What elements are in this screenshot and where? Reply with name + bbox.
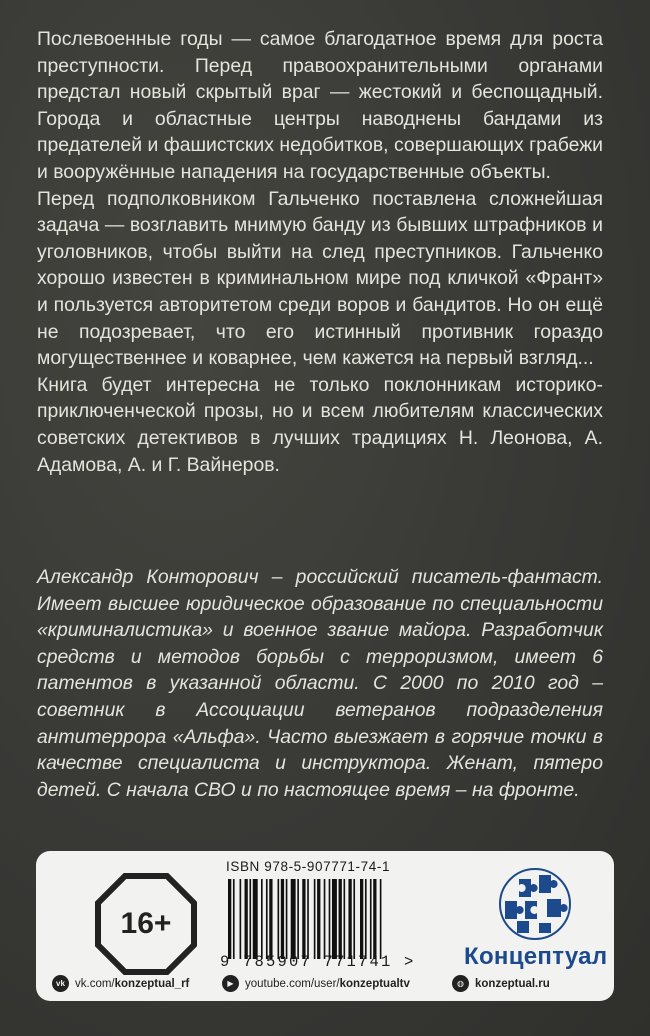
vk-icon: vk bbox=[52, 975, 69, 992]
isbn-text: ISBN 978-5-907771-74-1 bbox=[226, 859, 391, 874]
age-rating-badge bbox=[94, 872, 198, 976]
puzzle-globe-logo bbox=[489, 865, 581, 943]
barcode-bars bbox=[226, 879, 440, 959]
publisher-name: Концептуал bbox=[464, 943, 608, 970]
barcode-panel bbox=[36, 851, 614, 1001]
book-annotation bbox=[37, 26, 603, 478]
youtube-prefix: youtube.com/user/ bbox=[245, 977, 340, 990]
site-url: konzeptual.ru bbox=[475, 977, 550, 990]
vk-link[interactable] bbox=[52, 975, 189, 992]
globe-icon: ◍ bbox=[452, 975, 469, 992]
barcode-digits: 9 785907 771741 > bbox=[220, 953, 416, 971]
youtube-link[interactable] bbox=[222, 975, 410, 992]
age-rating-label: 16+ bbox=[120, 907, 172, 940]
links-bar bbox=[36, 971, 614, 1001]
barcode bbox=[226, 879, 440, 959]
site-link[interactable] bbox=[452, 975, 550, 992]
author-bio: Александр Конторович – российский писатель-фантаст. Имеет высшее юридическое образование по специальности «криминалистика» и военное звание майора. Разработчик средств и методов борьбы с терроризмом, имеет 6 патентов в указанной области. С 2000 по 2010 год – советник в Ассоциации ветеранов подразделения антитеррора «Альфа». Часто выезжает в горячие точки в качестве специалиста и инструктора. Женат, пятеро детей. С начала СВО и по настоящее время – на фронте. bbox=[37, 566, 603, 801]
annotation-paragraph-3: Книга будет интересна не только поклонникам историко-приключенческой прозы, но и всем любителям классических советских детективов в лучших традициях Н. Леонова, А. Адамова, А. и Г. Вайнеров. bbox=[37, 373, 603, 476]
annotation-paragraph-2: Перед подполковником Гальченко поставлена сложнейшая задача — возглавить мнимую банду из бывших штрафников и уголовников, чтобы выйти на след преступников. Гальченко хорошо известен в криминальном мире под кличкой «Франт» и пользуется авторитетом среди воров и бандитов. Но он ещё не подозревает, что его истинный противник гораздо могущественнее и коварнее, чем кажется на первый взгляд... bbox=[37, 187, 603, 370]
vk-prefix: vk.com/ bbox=[75, 977, 115, 990]
youtube-handle: konzeptualtv bbox=[339, 977, 410, 990]
vk-handle: konzeptual_rf bbox=[114, 977, 190, 990]
youtube-icon: ▶ bbox=[222, 975, 239, 992]
annotation-paragraph-1: Послевоенные годы — самое благодатное время для роста преступности. Перед правоохранительными органами предстал новый скрытый враг — жестокий и беспощадный. Города и областные центры наводнены бандами из предателей и фашистских недобитков, совершающих грабежи и вооружённые нападения на государственные объекты. bbox=[37, 28, 603, 183]
